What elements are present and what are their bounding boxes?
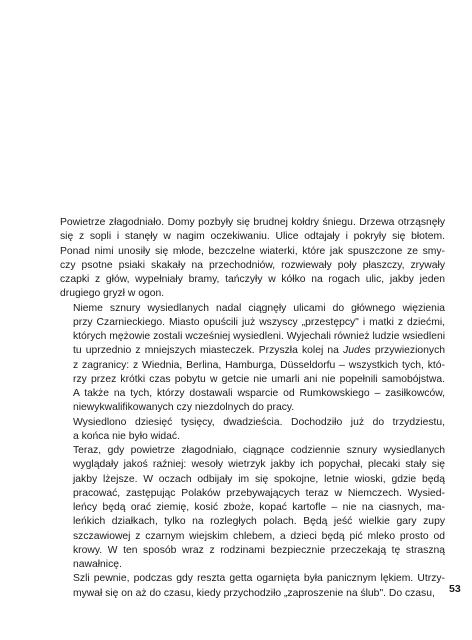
text-line: a końca nie było widać. [73,430,180,442]
paragraph [60,444,445,572]
text-line: się z sopli i stanęły w nagim oczekiwaniu. Ulice odtajały i pokryły się błotem. [60,231,445,243]
text-line: Nieme sznury wysiedlanych nadal ciągnęły ulicami do głównego więzienia [73,302,445,314]
text-line: których mężowie zostali wcześniej wysiedleni. Wyjechali również ludzie wsiedleni [73,331,445,342]
text-line: szczawiowej z czarnym wiejskim chlebem, a dzieci będą pić mleko prosto od [73,530,445,542]
text-line: czapki z głów, wypełniały bramy, tańczyły w kółko na rogach ulic, jakby jeden [60,274,445,285]
text-line: pracować, zastępując Polaków przebywających teraz w Niemczech. Wysied- [73,487,445,499]
paragraph [60,216,445,302]
text-line: Ponad nimi unosiły się młode, bezczelne wiaterki, które jak spuszczone ze smy- [60,245,445,257]
text-line: czy psotne psiaki skakały na przechodniów, rozwiewały poły płaszczy, zrywały [60,259,445,271]
text-line: leńkich działkach, tylko na rozległych polach. Będą jeść wielkie gary zupy [73,516,445,528]
text-line: leńcy będą orać ziemię, kosić zboże, kopać kartofle – nie na ciasnych, ma- [73,502,445,513]
text-line: wyglądały jakoś raźniej: wesoły wietrzyk jakby ich popychał, plecaki stały się [73,459,445,471]
text-line: A także na tych, którzy dostawali wsparcie od Rumkowskiego – zasiłkowców, [73,388,445,399]
text-line: mywał się on aż do czasu, kiedy przychodziło „zaproszenie na ślub". Do czasu, [73,587,435,599]
page-number: 53 [449,583,461,595]
text-line: krowy. W ten sposób wraz z rodzinami bezpiecznie przeczekają tę straszną [73,544,445,556]
text-line: Szli pewnie, podczas gdy reszta getta ogarnięta była panicznym lękiem. Utrzy- [73,573,445,585]
text-line: Teraz, gdy powietrze złagodniało, ciągnące codziennie sznury wysiedlanych [73,445,445,456]
text-line: drugiego gryzł w ogon. [60,288,165,300]
text-line: przy Czarnieckiego. Miasto opuścili już wszyscy „przestępcy" i matki z dziećmi, [73,316,445,328]
text-line: tu uprzednio z mniejszych miasteczek. Przyszła kolej na Judes przywiezionych [73,345,445,357]
text-line: Powietrze złagodniało. Domy pozbyły się brudnej kołdry śniegu. Drzewa otrząsnęły [60,217,445,228]
body-text [60,216,445,601]
text-line: nawałnicę. [73,559,122,570]
paragraph [60,416,445,445]
text-line: Wysiedlono dziesięć tysięcy, dwadzieścia. Dochodziło już do trzydziestu, [73,416,445,428]
paragraph [60,572,445,601]
text-line: z zagranicy: z Wiednia, Berlina, Hamburga, Düsseldorfu – wszystkich tych, któ- [73,359,445,371]
text-line: niewykwalifikowanych czy niezdolnych do pracy. [73,402,295,414]
text-line: rzy przez krótki czas pobytu w getcie nie umarli ani nie popełnili samobójstwa. [73,373,445,385]
paragraph [60,302,445,416]
text-line: jakby lżejsze. W oczach odbijały im się spokojne, letnie wioski, gdzie będą [73,473,445,485]
